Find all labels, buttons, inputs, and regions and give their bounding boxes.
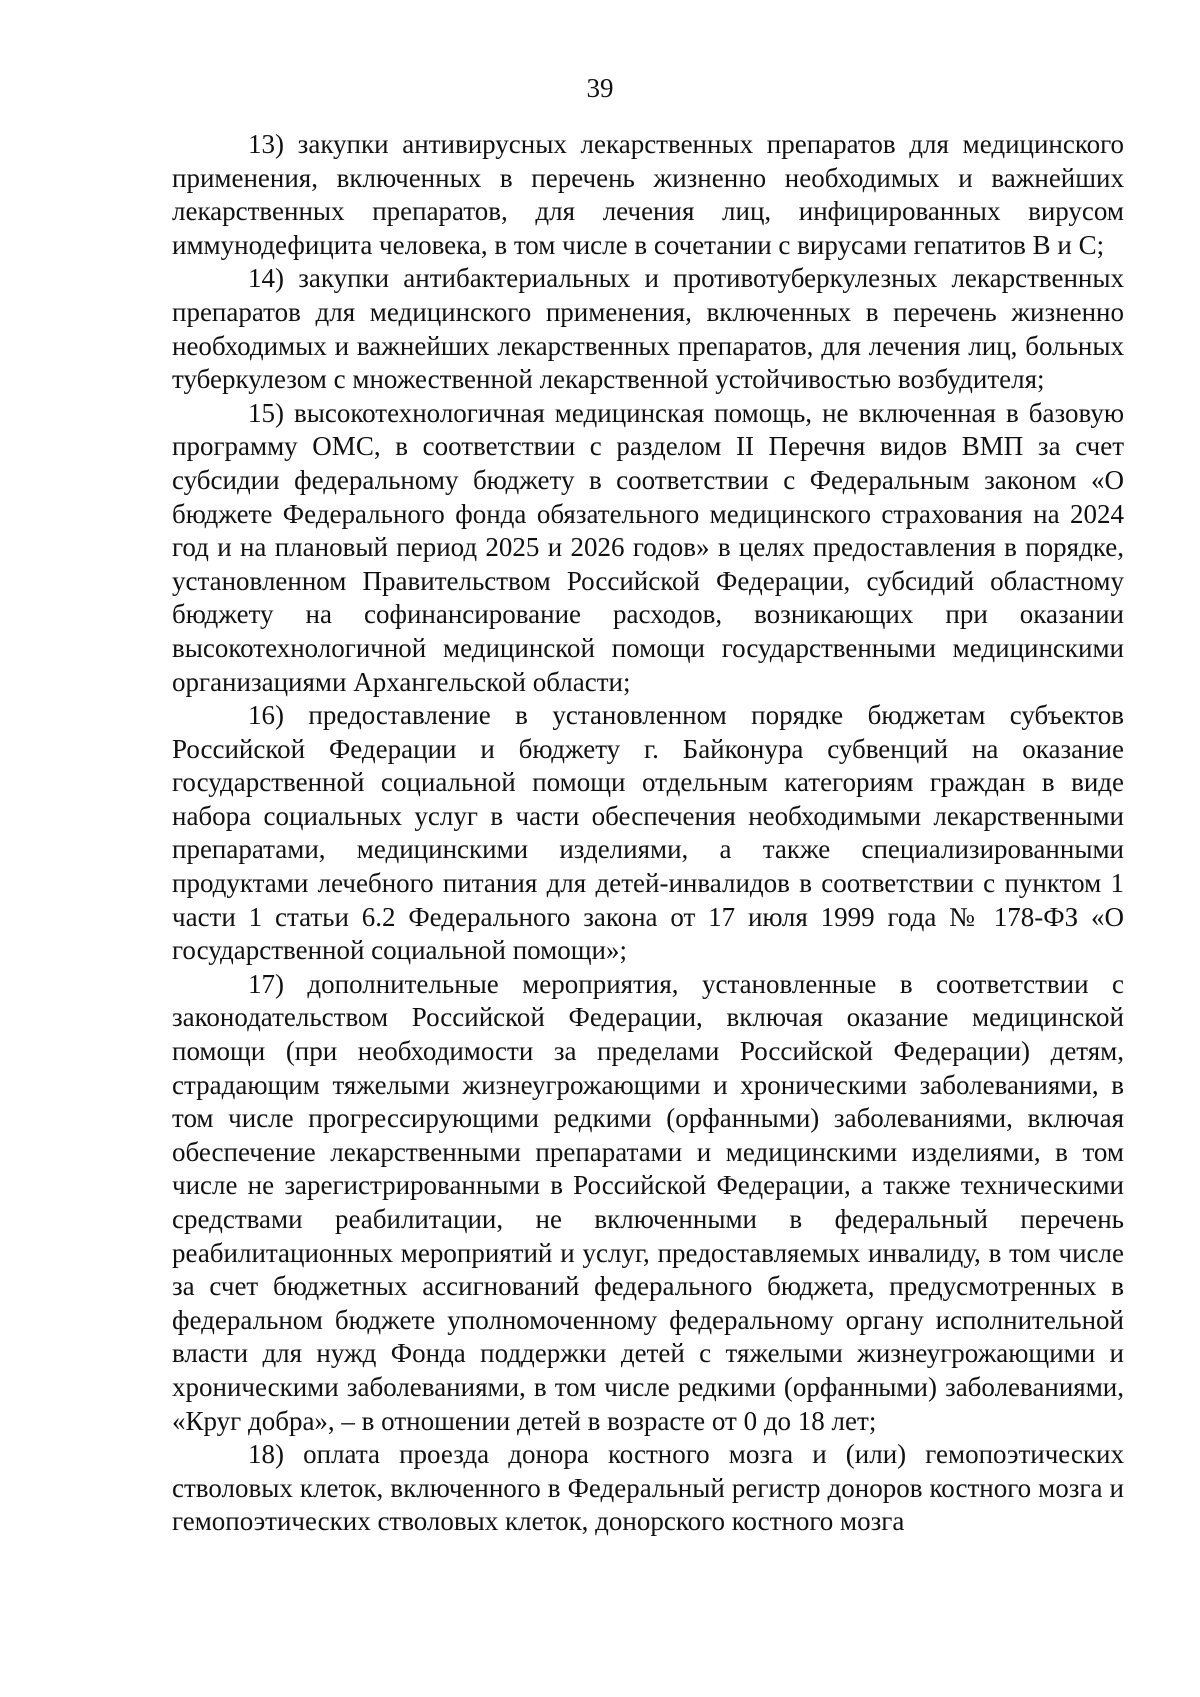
paragraph-18: 18) оплата проезда донора костного мозга и (или) гемопоэтических стволовых клеток, включенного в Федеральный регистр доноров костного мозга и гемопоэтических стволовых клеток, донорского костного мозга bbox=[172, 1439, 1124, 1537]
paragraph-17: 17) дополнительные мероприятия, установленные в соответствии с законодательством Российской Федерации, включая оказание медицинской помощи (при необходимости за пределами Российской Федерации) детям, страдающим тяжелыми жизнеугрожающими и хроническими заболеваниями, в том числе прогрессирующими редкими (орфанными) заболеваниями, включая обеспечение лекарственными препаратами и медицинскими изделиями, в том числе не зарегистрированными в Российской Федерации, а также техническими средствами реабилитации, не включенными в федеральный перечень реабилитационных мероприятий и услуг, предоставляемых инвалиду, в том числе за счет бюджетных ассигнований федерального бюджета, предусмотренных в федеральном бюджете уполномоченному федеральному органу исполнительной власти для нужд Фонда поддержки детей с тяжелыми жизнеугрожающими и хроническими заболеваниями, в том числе редкими (орфанными) заболеваниями, «Круг добра», – в отношении детей в возрасте от 0 до 18 лет; bbox=[172, 968, 1124, 1436]
paragraph-16: 16) предоставление в установленном порядке бюджетам субъектов Российской Федерации и бюджету г. Байконура субвенций на оказание государственной социальной помощи отдельным категориям граждан в виде набора социальных услуг в части обеспечения необходимыми лекарственными препаратами, медицинскими изделиями, а также специализированными продуктами лечебного питания для детей-инвалидов в соответствии с пунктом 1 части 1 статьи 6.2 Федерального закона от 17 июля 1999 года № 178-ФЗ «О государственной социальной помощи»; bbox=[172, 700, 1124, 966]
paragraph-13: 13) закупки антивирусных лекарственных препаратов для медицинского применения, включенных в перечень жизненно необходимых и важнейших лекарственных препаратов, для лечения лиц, инфицированных вирусом иммунодефицита человека, в том числе в сочетании с вирусами гепатитов B и C; bbox=[172, 129, 1124, 260]
page-number: 39 bbox=[586, 73, 614, 103]
paragraph-15: 15) высокотехнологичная медицинская помощь, не включенная в базовую программу ОМС, в соответствии с разделом II Перечня видов ВМП за счет субсидии федеральному бюджету в соответствии с Федеральным законом «О бюджете Федерального фонда обязательного медицинского страхования на 2024 год и на плановый период 2025 и 2026 годов» в целях предоставления в порядке, установленном Правительством Российской Федерации, субсидий областному бюджету на софинансирование расходов, возникающих при оказании высокотехнологичной медицинской помощи государственными медицинскими организациями Архангельской области; bbox=[172, 397, 1124, 697]
paragraph-14: 14) закупки антибактериальных и противотуберкулезных лекарственных препаратов для медицинского применения, включенных в перечень жизненно необходимых и важнейших лекарственных препаратов, для лечения лиц, больных туберкулезом с множественной лекарственной устойчивостью возбудителя; bbox=[172, 263, 1124, 395]
document-body bbox=[172, 128, 1124, 1539]
